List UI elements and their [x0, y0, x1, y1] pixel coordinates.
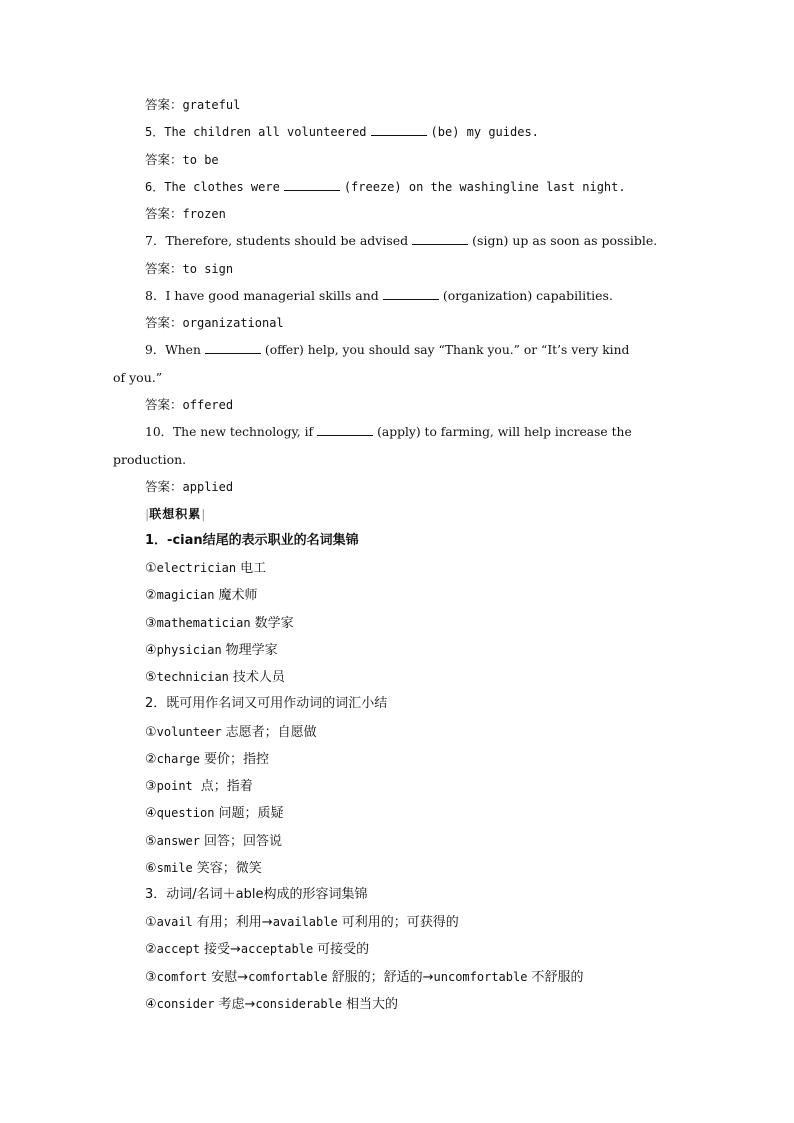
answer-value: applied — [182, 480, 234, 494]
section-heading: |联想积累| — [145, 506, 206, 521]
answer-blank — [317, 423, 373, 436]
item-word: consider — [156, 997, 215, 1011]
answer-line — [145, 260, 682, 278]
item-mark: ① — [145, 725, 157, 740]
section-tag: 联想积累 — [149, 507, 202, 521]
item-word: question — [156, 806, 215, 820]
item-meaning: 点；指着 — [200, 779, 253, 794]
item-mark: ③ — [145, 616, 157, 631]
group-1-title: 1．-cian结尾的表示职业的名词集锦 — [145, 533, 359, 548]
item-meaning: 可接受的 — [317, 942, 370, 957]
question-text: The new technology, if — [172, 425, 314, 439]
answer-label: 答案： — [145, 397, 183, 412]
question-9 — [145, 341, 682, 359]
item-word: volunteer — [156, 725, 222, 739]
item-meaning: 回答；回答说 — [204, 834, 283, 849]
answer-line — [145, 314, 682, 332]
answer-value: grateful — [182, 98, 241, 112]
answer-line — [145, 151, 682, 169]
item-meaning: 有用；利用 — [196, 915, 262, 930]
question-5 — [145, 123, 682, 141]
question-text: (organization) capabilities. — [442, 288, 613, 303]
answer-label: 答案： — [145, 97, 183, 112]
item-word: answer — [156, 834, 201, 848]
question-text: The clothes were — [164, 180, 280, 194]
item-mark: ② — [145, 588, 157, 603]
answer-blank — [383, 287, 439, 300]
list-item — [145, 859, 682, 878]
item-meaning: 安慰 — [211, 970, 238, 985]
item-word: comfortable — [248, 970, 328, 984]
answer-line — [145, 96, 682, 114]
item-meaning: 接受 — [204, 942, 231, 957]
item-meaning: 要价；指控 — [204, 752, 270, 767]
item-word: magician — [156, 588, 215, 602]
item-meaning: 舒服的；舒适的 — [331, 970, 423, 985]
item-meaning: 数学家 — [254, 616, 294, 631]
item-word: available — [272, 915, 338, 929]
item-word: electrician — [156, 561, 237, 575]
item-meaning: 可利用的；可获得的 — [341, 915, 459, 930]
question-text: The children all volunteered — [164, 125, 367, 139]
answer-line — [145, 396, 682, 414]
arrow-icon: → — [230, 942, 241, 957]
question-number: 6． — [145, 180, 165, 194]
item-word: technician — [156, 670, 229, 684]
item-word: considerable — [255, 997, 343, 1011]
answer-blank — [412, 232, 468, 245]
item-word: point — [156, 779, 193, 793]
item-word: uncomfortable — [433, 970, 528, 984]
list-item — [145, 832, 682, 851]
question-text: I have good managerial skills and — [165, 288, 379, 303]
answer-label: 答案： — [145, 479, 183, 494]
item-mark: ① — [145, 561, 157, 576]
question-text: (sign) up as soon as possible. — [472, 233, 658, 248]
list-item — [145, 559, 682, 578]
item-word: comfort — [156, 970, 208, 984]
item-mark: ⑤ — [145, 834, 157, 849]
question-9-continuation: of you.” — [113, 370, 163, 385]
list-item — [145, 723, 682, 742]
answer-label: 答案： — [145, 152, 183, 167]
question-7 — [145, 232, 682, 250]
list-item — [145, 614, 682, 633]
item-meaning: 物理学家 — [225, 643, 278, 658]
item-meaning: 相当大的 — [346, 997, 399, 1012]
answer-value: to be — [182, 153, 219, 167]
question-number: 9． — [145, 343, 166, 357]
item-meaning: 不舒服的 — [531, 970, 584, 985]
answer-value: frozen — [182, 207, 226, 221]
group-2-title: 2．既可用作名词又可用作动词的词汇小结 — [145, 696, 388, 711]
item-word: smile — [156, 861, 193, 875]
answer-blank — [284, 178, 340, 191]
item-word: accept — [156, 942, 201, 956]
item-mark: ⑥ — [145, 861, 157, 876]
question-text: (freeze) on the washingline last night. — [343, 180, 626, 194]
list-item — [145, 968, 682, 987]
question-8 — [145, 287, 682, 305]
question-10-continuation: production. — [113, 452, 187, 467]
item-mark: ② — [145, 752, 157, 767]
question-text: (be) my guides. — [430, 125, 539, 139]
group-3-title: 3．动词/名词＋able构成的形容词集锦 — [145, 887, 368, 902]
item-meaning: 魔术师 — [218, 588, 258, 603]
item-word: physician — [156, 643, 222, 657]
item-mark: ④ — [145, 643, 157, 658]
list-item — [145, 777, 682, 796]
question-number: 8． — [145, 288, 166, 303]
arrow-icon: → — [244, 997, 256, 1012]
answer-label: 答案： — [145, 206, 183, 221]
answer-value: organizational — [182, 316, 284, 330]
arrow-icon: → — [237, 970, 249, 985]
list-item — [145, 995, 682, 1014]
question-text: (apply) to farming, will help increase the — [377, 425, 632, 439]
answer-label: 答案： — [145, 315, 183, 330]
item-mark: ③ — [145, 970, 157, 985]
list-item — [145, 940, 682, 959]
arrow-icon: → — [422, 970, 434, 985]
list-item — [145, 641, 682, 660]
item-meaning: 志愿者；自愿做 — [225, 725, 317, 740]
answer-blank — [371, 123, 427, 136]
list-item — [145, 668, 682, 687]
item-word: charge — [156, 752, 201, 766]
question-text: (offer) help, you should say “Thank you.” or “It’s very kind — [264, 343, 630, 357]
item-mark: ③ — [145, 779, 157, 794]
question-number: 5． — [145, 125, 165, 139]
question-text: When — [165, 343, 201, 357]
item-meaning: 考虑 — [218, 997, 245, 1012]
list-item — [145, 586, 682, 605]
item-word: acceptable — [240, 942, 314, 956]
question-number: 10． — [145, 425, 173, 439]
item-meaning: 技术人员 — [232, 670, 285, 685]
item-meaning: 笑容；微笑 — [196, 861, 262, 876]
item-word: avail — [156, 915, 193, 929]
question-text: Therefore, students should be advised — [165, 233, 409, 248]
answer-blank — [205, 341, 261, 354]
list-item — [145, 750, 682, 769]
answer-value: to sign — [182, 262, 234, 276]
answer-value: offered — [182, 398, 234, 412]
item-meaning: 电工 — [240, 561, 267, 576]
question-6 — [145, 178, 682, 196]
question-number: 7． — [145, 233, 166, 248]
item-mark: ① — [145, 915, 157, 930]
item-mark: ④ — [145, 806, 157, 821]
answer-line — [145, 205, 682, 223]
list-item — [145, 804, 682, 823]
item-mark: ④ — [145, 997, 157, 1012]
list-item — [145, 913, 682, 932]
answer-line — [145, 478, 682, 496]
item-word: mathematician — [156, 616, 251, 630]
item-meaning: 问题；质疑 — [218, 806, 284, 821]
item-mark: ⑤ — [145, 670, 157, 685]
arrow-icon: → — [261, 915, 273, 930]
answer-label: 答案： — [145, 261, 183, 276]
question-10 — [145, 423, 682, 441]
item-mark: ② — [145, 942, 157, 957]
